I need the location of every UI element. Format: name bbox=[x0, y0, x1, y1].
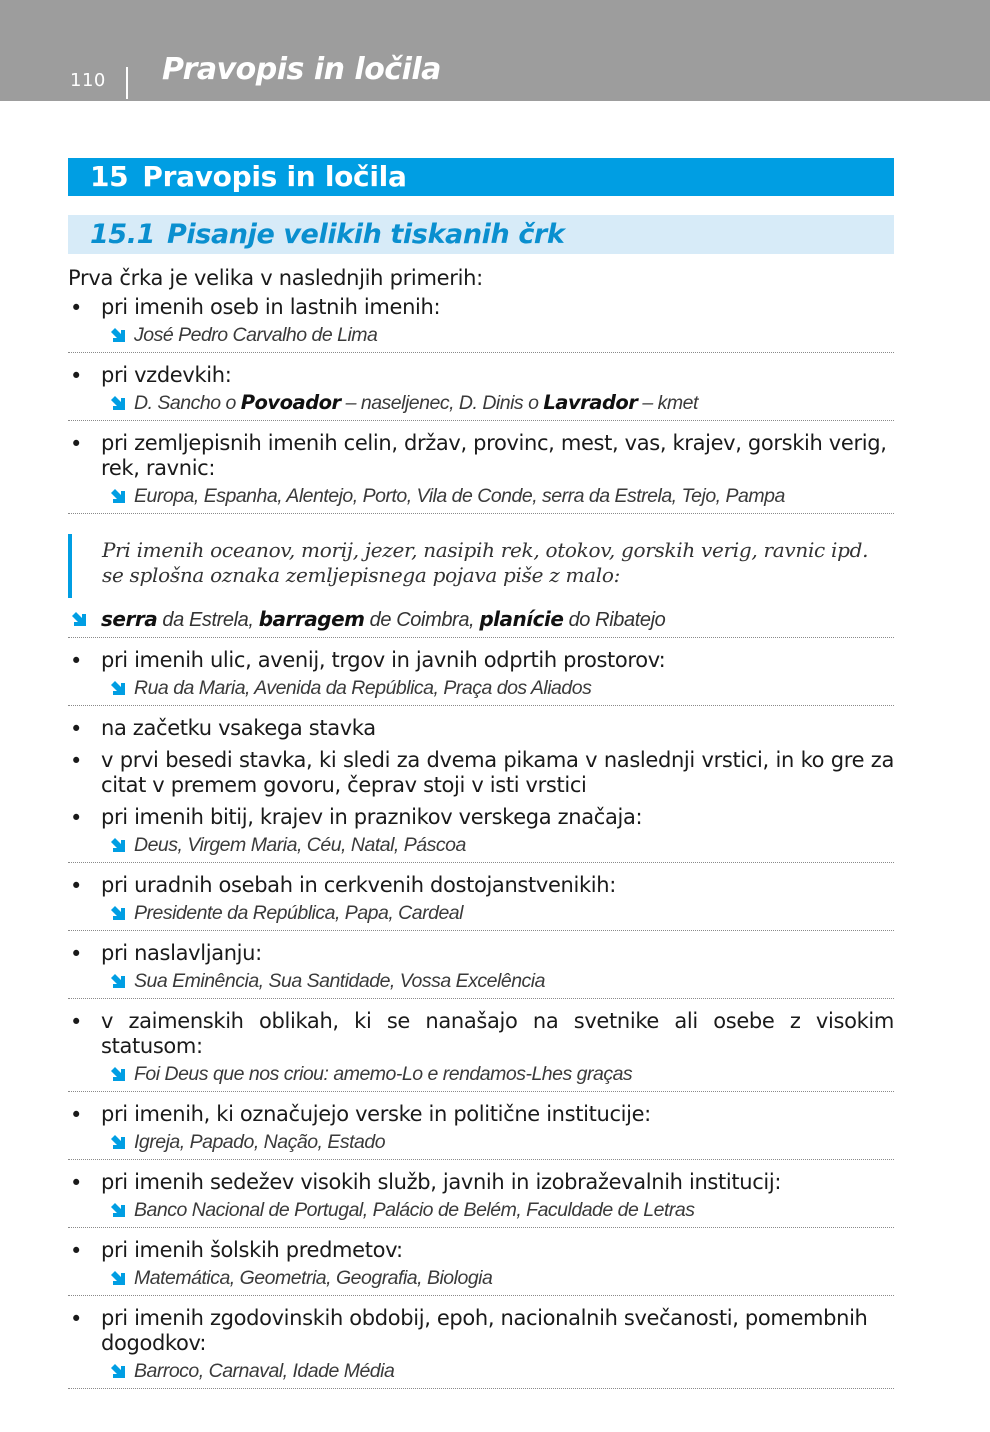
example-line bbox=[101, 1265, 894, 1291]
list-item bbox=[68, 295, 894, 320]
bullet-icon: • bbox=[70, 806, 83, 830]
arrow-down-right-icon bbox=[111, 681, 126, 696]
page-content bbox=[68, 264, 894, 1399]
arrow-down-right-icon bbox=[111, 1203, 126, 1218]
running-title: Pravopis in ločila bbox=[162, 52, 441, 87]
bullet-icon: • bbox=[70, 649, 83, 673]
example-text: da Estrela, bbox=[157, 609, 259, 631]
arrow-down-right-icon bbox=[111, 1067, 126, 1082]
example-line bbox=[101, 1061, 894, 1087]
example-text: Banco Nacional de Portugal, Palácio de Belém, Faculdade de Letras bbox=[134, 1199, 695, 1221]
list-item-text: pri vzdevkih: bbox=[101, 363, 232, 387]
arrow-down-right-icon bbox=[111, 1364, 126, 1379]
dotted-divider bbox=[68, 862, 894, 863]
dotted-divider bbox=[68, 352, 894, 353]
bullet-icon: • bbox=[70, 1103, 83, 1127]
list-item bbox=[68, 941, 894, 966]
list-item bbox=[68, 748, 894, 798]
page-header bbox=[0, 0, 990, 101]
arrow-down-right-icon bbox=[111, 489, 126, 504]
bullet-icon: • bbox=[70, 1307, 83, 1331]
example-text: – kmet bbox=[637, 392, 698, 414]
example-text: do Ribatejo bbox=[563, 609, 666, 631]
example-text: José Pedro Carvalho de Lima bbox=[134, 324, 378, 346]
list-item bbox=[68, 716, 894, 741]
arrow-down-right-icon bbox=[111, 906, 126, 921]
dotted-divider bbox=[68, 998, 894, 999]
list-item bbox=[68, 1009, 894, 1059]
example-text: – naseljenec, D. Dinis o bbox=[340, 392, 544, 414]
example-text: Igreja, Papado, Nação, Estado bbox=[134, 1131, 386, 1153]
chapter-number: 15 bbox=[90, 160, 129, 193]
section-heading bbox=[68, 215, 894, 254]
bullet-icon: • bbox=[70, 942, 83, 966]
example-text: Rua da Maria, Avenida da República, Praça dos Aliados bbox=[134, 677, 592, 699]
dotted-divider bbox=[68, 1227, 894, 1228]
example-text: Sua Eminência, Sua Santidade, Vossa Excelência bbox=[134, 970, 545, 992]
dotted-divider bbox=[68, 637, 894, 638]
example-text: Presidente da República, Papa, Cardeal bbox=[134, 902, 463, 924]
example-text: Europa, Espanha, Alentejo, Porto, Vila de Conde, serra da Estrela, Tejo, Pampa bbox=[134, 485, 785, 507]
example-highlight: planície bbox=[479, 607, 564, 631]
bullet-icon: • bbox=[70, 749, 83, 773]
dotted-divider bbox=[68, 930, 894, 931]
dotted-divider bbox=[68, 1159, 894, 1160]
example-text: Foi Deus que nos criou: amemo-Lo e rendamos-Lhes graças bbox=[134, 1063, 633, 1085]
list-item-text: pri imenih šolskih predmetov: bbox=[101, 1238, 403, 1262]
list-item bbox=[68, 805, 894, 830]
list-item-text: pri naslavljanju: bbox=[101, 941, 262, 965]
bullet-icon: • bbox=[70, 1239, 83, 1263]
list-item-text: pri imenih, ki označujejo verske in politične institucije: bbox=[101, 1102, 651, 1126]
list-item-text: pri imenih zgodovinskih obdobij, epoh, nacionalnih svečanosti, pomembnih dogodkov: bbox=[101, 1306, 868, 1355]
bullet-icon: • bbox=[70, 364, 83, 388]
list-item-text: pri uradnih osebah in cerkvenih dostojanstvenikih: bbox=[101, 873, 616, 897]
list-item bbox=[68, 1170, 894, 1195]
bullet-icon: • bbox=[70, 1171, 83, 1195]
list-item-text: pri zemljepisnih imenih celin, držav, provinc, mest, vas, krajev, gorskih verig, rek, ravnic: bbox=[101, 431, 887, 480]
note-example-line bbox=[68, 606, 894, 633]
header-divider bbox=[126, 67, 128, 99]
bullet-icon: • bbox=[70, 874, 83, 898]
list-item bbox=[68, 873, 894, 898]
dotted-divider bbox=[68, 1091, 894, 1092]
list-item-text: pri imenih bitij, krajev in praznikov verskega značaja: bbox=[101, 805, 643, 829]
list-item bbox=[68, 363, 894, 388]
example-highlight: serra bbox=[101, 607, 158, 631]
section-number: 15.1 bbox=[90, 219, 156, 250]
example-highlight: Povoador bbox=[240, 391, 341, 414]
intro-text: Prva črka je velika v naslednjih primerih: bbox=[68, 266, 483, 290]
example-line bbox=[101, 483, 894, 509]
dotted-divider bbox=[68, 705, 894, 706]
page-number: 110 bbox=[70, 70, 106, 91]
bullet-icon: • bbox=[70, 432, 83, 456]
arrow-down-right-icon bbox=[111, 838, 126, 853]
arrow-down-right-icon bbox=[111, 1135, 126, 1150]
dotted-divider bbox=[68, 1295, 894, 1296]
example-text: D. Sancho o bbox=[134, 392, 241, 414]
bullet-icon: • bbox=[70, 296, 83, 320]
list-item bbox=[68, 648, 894, 673]
example-text: de Coimbra, bbox=[364, 609, 480, 631]
arrow-down-right-icon bbox=[111, 328, 126, 343]
list-item-text: pri imenih ulic, avenij, trgov in javnih odprtih prostorov: bbox=[101, 648, 666, 672]
bullet-icon: • bbox=[70, 1010, 83, 1034]
example-line bbox=[101, 900, 894, 926]
list-item-text: v zaimenskih oblikah, ki se nanašajo na svetnike ali osebe z visokim statusom: bbox=[101, 1009, 894, 1058]
list-item bbox=[68, 1102, 894, 1127]
example-text: Matemática, Geometria, Geografia, Biologia bbox=[134, 1267, 493, 1289]
example-text: Deus, Virgem Maria, Céu, Natal, Páscoa bbox=[134, 834, 466, 856]
example-line bbox=[101, 390, 894, 416]
bullet-icon: • bbox=[70, 717, 83, 741]
example-line bbox=[101, 322, 894, 348]
example-highlight: Lavrador bbox=[543, 391, 638, 414]
chapter-title: Pravopis in ločila bbox=[142, 160, 407, 193]
chapter-heading bbox=[68, 158, 894, 196]
dotted-divider bbox=[68, 420, 894, 421]
list-item-text: na začetku vsakega stavka bbox=[101, 716, 376, 740]
section-title: Pisanje velikih tiskanih črk bbox=[167, 219, 565, 250]
list-item bbox=[68, 1306, 894, 1356]
example-line bbox=[101, 1129, 894, 1155]
example-line bbox=[101, 1197, 894, 1223]
example-line bbox=[101, 1358, 894, 1384]
list-item-text: pri imenih sedežev visokih služb, javnih in izobraževalnih institucij: bbox=[101, 1170, 782, 1194]
example-highlight: barragem bbox=[258, 607, 365, 631]
example-text: Barroco, Carnaval, Idade Média bbox=[134, 1360, 395, 1382]
list-item-text: pri imenih oseb in lastnih imenih: bbox=[101, 295, 441, 319]
dotted-divider bbox=[68, 513, 894, 514]
dotted-divider bbox=[68, 1388, 894, 1389]
arrow-down-right-icon bbox=[111, 396, 126, 411]
arrow-down-right-icon bbox=[72, 612, 87, 627]
list-item bbox=[68, 1238, 894, 1263]
example-line bbox=[101, 968, 894, 994]
list-item bbox=[68, 431, 894, 481]
example-line bbox=[101, 832, 894, 858]
arrow-down-right-icon bbox=[111, 974, 126, 989]
list-item-text: v prvi besedi stavka, ki sledi za dvema pikama v naslednji vrstici, in ko gre za citat v premem govoru, čeprav stoji v isti vrstici bbox=[101, 748, 894, 797]
note-box bbox=[68, 534, 894, 598]
note-text: Pri imenih oceanov, morij, jezer, nasipih rek, otokov, gorskih verig, ravnic ipd. se splošna oznaka zemljepisnega pojava piše z malo: bbox=[102, 538, 869, 587]
example-line bbox=[101, 675, 894, 701]
arrow-down-right-icon bbox=[111, 1271, 126, 1286]
